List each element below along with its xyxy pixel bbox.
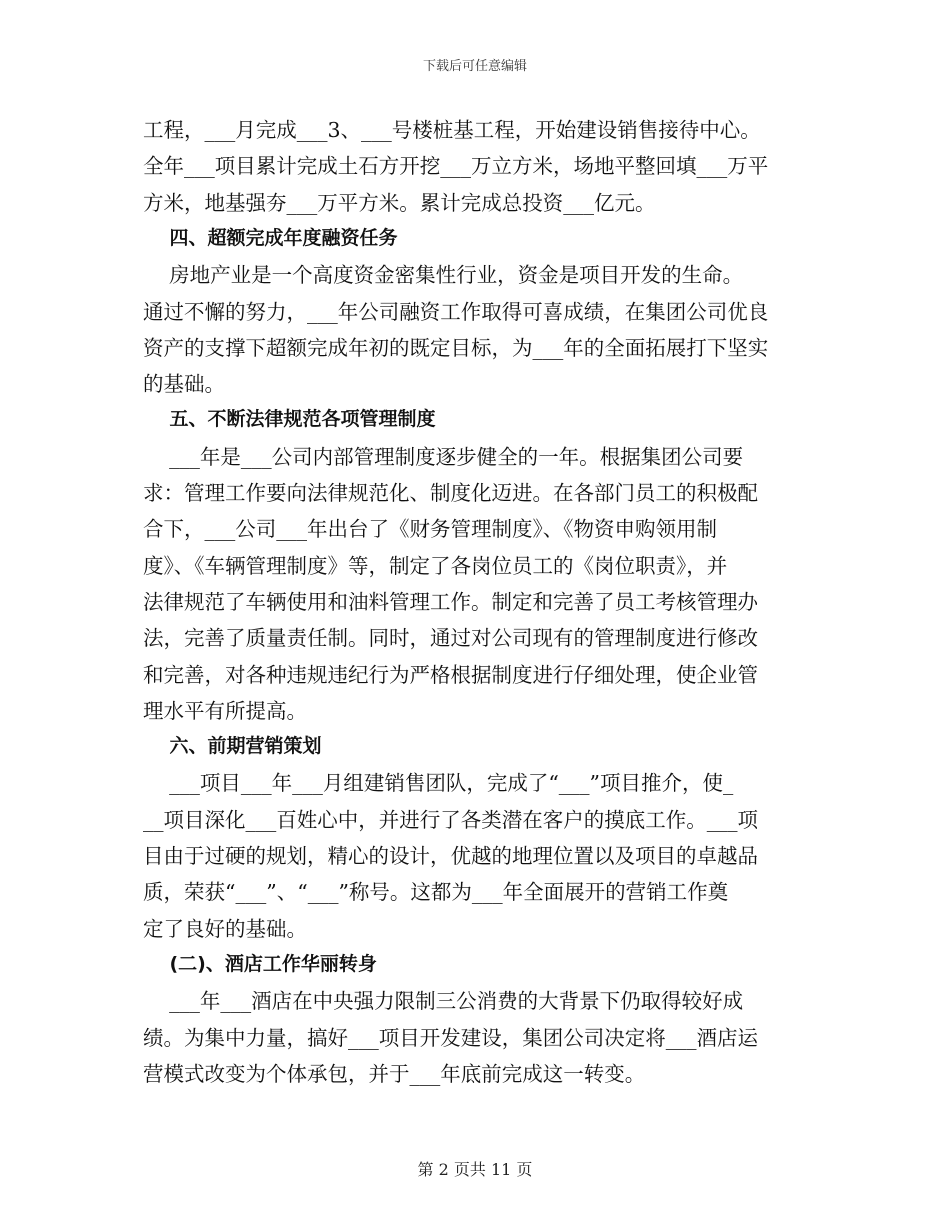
body-text-line: 法，完善了质量责任制。同时，通过对公司现有的管理制度进行修改 bbox=[143, 626, 758, 651]
body-text-line: 理水平有所提高。 bbox=[143, 698, 307, 723]
body-text-line: ___年___酒店在中央强力限制三公消费的大背景下仍取得较好成 bbox=[143, 989, 744, 1014]
body-text-line: 房地产业是一个高度资金密集性行业，资金是项目开发的生命。 bbox=[143, 263, 744, 288]
body-text-line: 通过不懈的努力，___年公司融资工作取得可喜成绩，在集团公司优良 bbox=[143, 299, 769, 324]
body-text-line: 全年___项目累计完成土石方开挖___万立方米，场地平整回填___万平 bbox=[143, 154, 769, 179]
body-text-line: 方米，地基强夯___万平方米。累计完成总投资___亿元。 bbox=[143, 190, 656, 215]
body-text-line: 的基础。 bbox=[143, 372, 225, 397]
body-text-line: 资产的支撑下超额完成年初的既定目标，为___年的全面拓展打下坚实 bbox=[143, 335, 769, 360]
body-text-line: 绩。为集中力量，搞好___项目开发建设，集团公司决定将___酒店运 bbox=[143, 1025, 758, 1050]
body-text-line: 和完善，对各种违规违纪行为严格根据制度进行仔细处理，使企业管 bbox=[143, 662, 758, 687]
body-text-line: 求：管理工作要向法律规范化、制度化迈进。在各部门员工的积极配 bbox=[143, 481, 758, 505]
section-heading: (二)、酒店工作华丽转身 bbox=[143, 952, 377, 975]
body-text-line: 营模式改变为个体承包，并于___年底前完成这一转变。 bbox=[143, 1061, 646, 1086]
body-text-line: 法律规范了车辆使用和油料管理工作。制定和完善了员工考核管理办 bbox=[143, 589, 758, 614]
body-text-line: ___项目___年___月组建销售团队，完成了“___”项目推介，使_ bbox=[143, 771, 734, 796]
body-text-line: ___年是___公司内部管理制度逐步健全的一年。根据集团公司要 bbox=[143, 444, 744, 469]
section-heading: 五、不断法律规范各项管理制度 bbox=[143, 408, 436, 431]
section-heading: 四、超额完成年度融资任务 bbox=[143, 226, 398, 249]
body-text-line: 目由于过硬的规划，精心的设计，优越的地理位置以及项目的卓越品 bbox=[143, 844, 758, 868]
body-text-line: 工程，___月完成___3、___号楼桩基工程，开始建设销售接待中心。 bbox=[143, 118, 761, 142]
body-text-line: __项目深化___百姓心中，并进行了各类潜在客户的摸底工作。___项 bbox=[143, 807, 758, 832]
body-text-line: 定了良好的基础。 bbox=[143, 916, 307, 941]
body-text-line: 质，荣获“___”、“___”称号。这都为___年全面展开的营销工作奠 bbox=[143, 880, 729, 905]
section-heading: 六、前期营销策划 bbox=[143, 735, 322, 758]
body-text-line: 度》、《车辆管理制度》等，制定了各岗位员工的《岗位职责》，并 bbox=[143, 553, 728, 578]
page-header: 下载后可任意编辑 bbox=[422, 59, 527, 74]
page-footer: 第 2 页共 11 页 bbox=[417, 1160, 533, 1179]
body-text-line: 合下，___公司___年出台了《财务管理制度》、《物资申购领用制 bbox=[143, 517, 717, 542]
